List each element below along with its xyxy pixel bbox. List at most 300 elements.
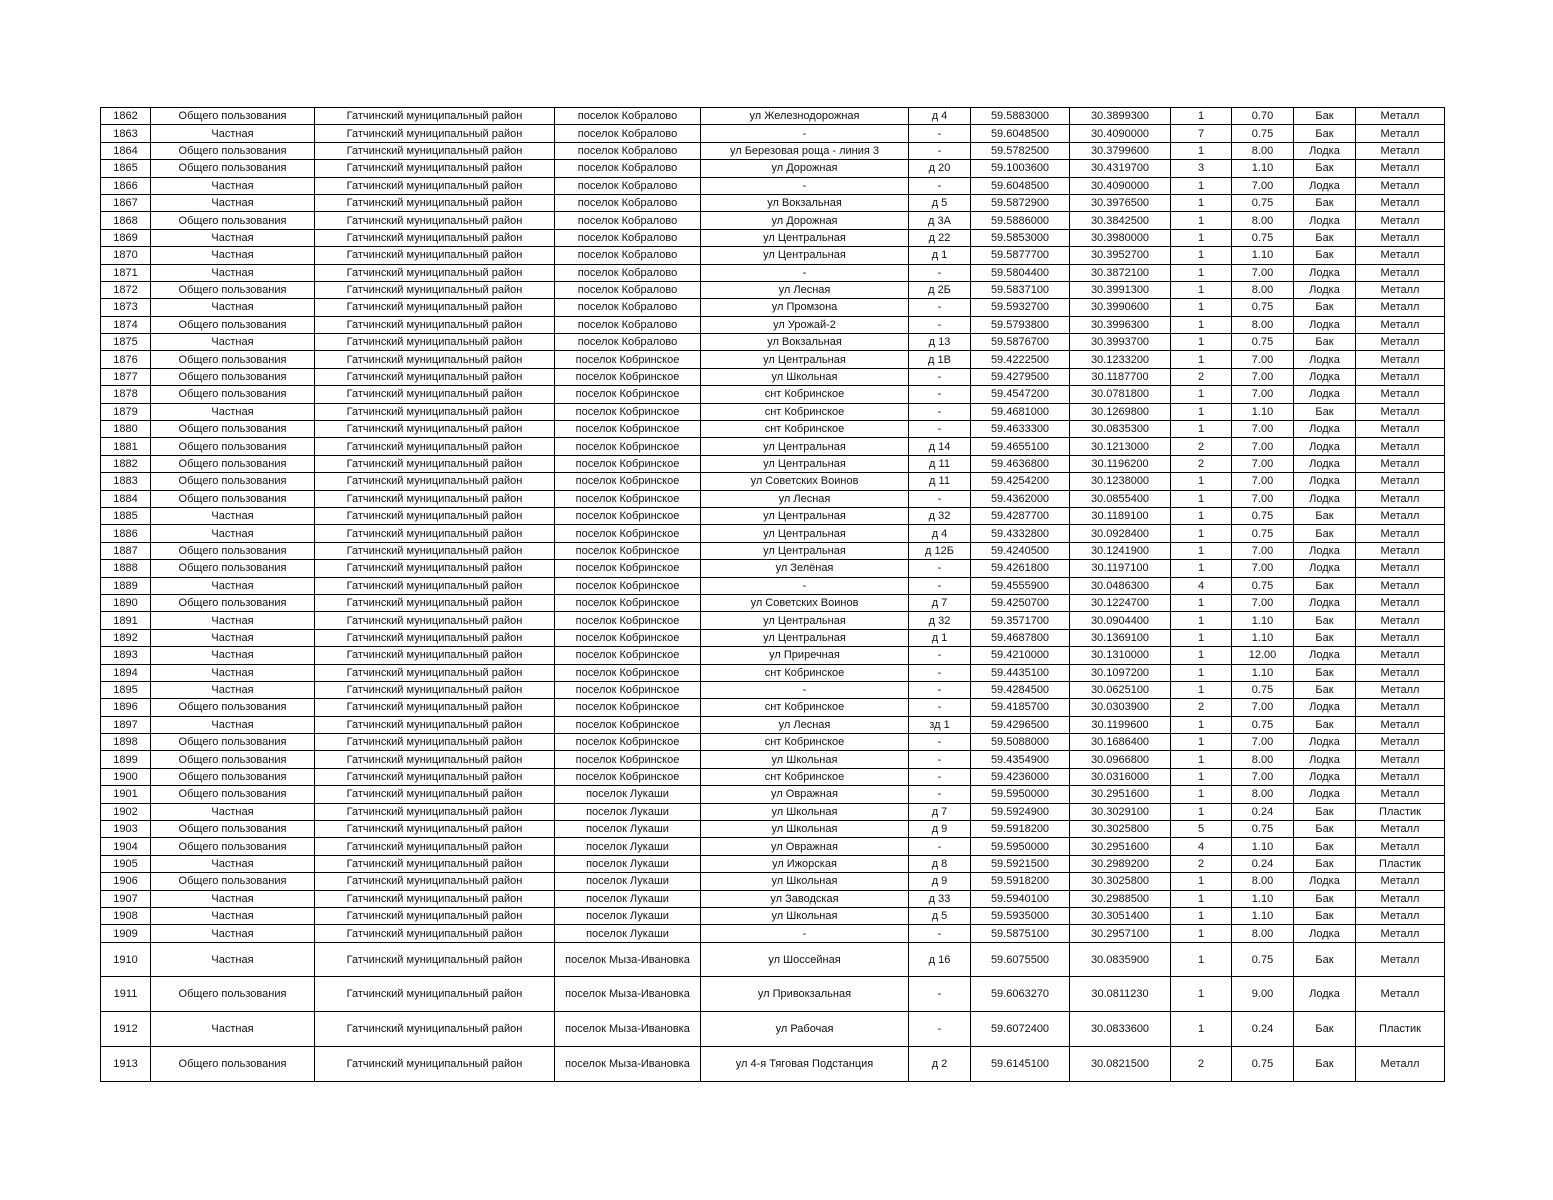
- table-row: [101, 734, 1445, 751]
- municipal-district-cell: Гатчинский муниципальный район: [315, 247, 555, 264]
- latitude-cell: 59.4636800: [971, 455, 1070, 472]
- settlement-cell: поселок Кобралово: [555, 281, 701, 298]
- latitude-cell: 59.5932700: [971, 299, 1070, 316]
- latitude-cell: 59.4633300: [971, 421, 1070, 438]
- container-type-cell: Бак: [1294, 299, 1356, 316]
- container-type-cell: Бак: [1294, 942, 1356, 977]
- municipal-district-cell: Гатчинский муниципальный район: [315, 212, 555, 229]
- house-number-cell: -: [909, 142, 971, 159]
- container-type-cell: Лодка: [1294, 786, 1356, 803]
- settlement-cell: поселок Кобринское: [555, 421, 701, 438]
- container-count-cell: 1: [1171, 177, 1232, 194]
- container-count-cell: 1: [1171, 560, 1232, 577]
- longitude-cell: 30.0486300: [1070, 577, 1171, 594]
- container-type-cell: Лодка: [1294, 142, 1356, 159]
- container-material-cell: Металл: [1356, 925, 1445, 942]
- container-count-cell: 7: [1171, 125, 1232, 142]
- latitude-cell: 59.6075500: [971, 942, 1070, 977]
- row-number-cell: 1873: [101, 299, 151, 316]
- container-volume-cell: 0.24: [1232, 855, 1294, 872]
- street-cell: -: [701, 681, 909, 698]
- row-number-cell: 1864: [101, 142, 151, 159]
- container-type-cell: Лодка: [1294, 281, 1356, 298]
- street-cell: ул Шоссейная: [701, 942, 909, 977]
- container-type-cell: Бак: [1294, 612, 1356, 629]
- container-type-cell: Лодка: [1294, 438, 1356, 455]
- container-volume-cell: 0.75: [1232, 299, 1294, 316]
- latitude-cell: 59.5950000: [971, 786, 1070, 803]
- container-volume-cell: 0.75: [1232, 507, 1294, 524]
- ownership-type-cell: Частная: [151, 681, 315, 698]
- container-material-cell: Металл: [1356, 108, 1445, 125]
- longitude-cell: 30.3025800: [1070, 821, 1171, 838]
- table-row: [101, 612, 1445, 629]
- container-material-cell: Металл: [1356, 368, 1445, 385]
- municipal-district-cell: Гатчинский муниципальный район: [315, 1046, 555, 1081]
- container-count-cell: 2: [1171, 368, 1232, 385]
- container-type-cell: Бак: [1294, 507, 1356, 524]
- latitude-cell: 59.5883000: [971, 108, 1070, 125]
- ownership-type-cell: Частная: [151, 264, 315, 281]
- container-volume-cell: 0.75: [1232, 229, 1294, 246]
- table-row: [101, 264, 1445, 281]
- ownership-type-cell: Частная: [151, 577, 315, 594]
- row-number-cell: 1882: [101, 455, 151, 472]
- longitude-cell: 30.1310000: [1070, 647, 1171, 664]
- street-cell: ул Ижорская: [701, 855, 909, 872]
- container-volume-cell: 7.00: [1232, 473, 1294, 490]
- row-number-cell: 1871: [101, 264, 151, 281]
- table-row: [101, 577, 1445, 594]
- municipal-district-cell: Гатчинский муниципальный район: [315, 716, 555, 733]
- settlement-cell: поселок Кобралово: [555, 125, 701, 142]
- container-type-cell: Лодка: [1294, 212, 1356, 229]
- municipal-district-cell: Гатчинский муниципальный район: [315, 681, 555, 698]
- row-number-cell: 1902: [101, 803, 151, 820]
- container-type-cell: Бак: [1294, 247, 1356, 264]
- longitude-cell: 30.3993700: [1070, 334, 1171, 351]
- container-count-cell: 1: [1171, 212, 1232, 229]
- street-cell: ул Лесная: [701, 281, 909, 298]
- container-type-cell: Лодка: [1294, 699, 1356, 716]
- street-cell: снт Кобринское: [701, 664, 909, 681]
- row-number-cell: 1912: [101, 1012, 151, 1047]
- container-type-cell: Лодка: [1294, 768, 1356, 785]
- container-count-cell: 1: [1171, 786, 1232, 803]
- container-type-cell: Бак: [1294, 855, 1356, 872]
- ownership-type-cell: Общего пользования: [151, 594, 315, 611]
- house-number-cell: -: [909, 316, 971, 333]
- container-volume-cell: 8.00: [1232, 142, 1294, 159]
- latitude-cell: 59.5804400: [971, 264, 1070, 281]
- container-volume-cell: 8.00: [1232, 316, 1294, 333]
- container-volume-cell: 1.10: [1232, 838, 1294, 855]
- container-count-cell: 1: [1171, 734, 1232, 751]
- street-cell: ул Вокзальная: [701, 334, 909, 351]
- table-row: [101, 160, 1445, 177]
- latitude-cell: 59.5853000: [971, 229, 1070, 246]
- longitude-cell: 30.1241900: [1070, 542, 1171, 559]
- house-number-cell: -: [909, 681, 971, 698]
- longitude-cell: 30.1213000: [1070, 438, 1171, 455]
- latitude-cell: 59.5876700: [971, 334, 1070, 351]
- latitude-cell: 59.5875100: [971, 925, 1070, 942]
- house-number-cell: -: [909, 577, 971, 594]
- container-count-cell: 1: [1171, 977, 1232, 1012]
- container-material-cell: Металл: [1356, 160, 1445, 177]
- latitude-cell: 59.4210000: [971, 647, 1070, 664]
- house-number-cell: д 4: [909, 108, 971, 125]
- street-cell: ул Привокзальная: [701, 977, 909, 1012]
- ownership-type-cell: Общего пользования: [151, 351, 315, 368]
- settlement-cell: поселок Лукаши: [555, 907, 701, 924]
- house-number-cell: -: [909, 1012, 971, 1047]
- settlement-cell: поселок Кобринское: [555, 751, 701, 768]
- street-cell: ул Школьная: [701, 907, 909, 924]
- container-count-cell: 1: [1171, 594, 1232, 611]
- container-material-cell: Металл: [1356, 560, 1445, 577]
- ownership-type-cell: Частная: [151, 716, 315, 733]
- container-material-cell: Металл: [1356, 942, 1445, 977]
- ownership-type-cell: Общего пользования: [151, 142, 315, 159]
- ownership-type-cell: Частная: [151, 1012, 315, 1047]
- municipal-district-cell: Гатчинский муниципальный район: [315, 542, 555, 559]
- settlement-cell: поселок Кобринское: [555, 490, 701, 507]
- settlement-cell: поселок Кобринское: [555, 629, 701, 646]
- container-material-cell: Металл: [1356, 699, 1445, 716]
- container-type-cell: Бак: [1294, 125, 1356, 142]
- table-row: [101, 368, 1445, 385]
- house-number-cell: д 9: [909, 873, 971, 890]
- container-count-cell: 2: [1171, 855, 1232, 872]
- latitude-cell: 59.4354900: [971, 751, 1070, 768]
- table-row: [101, 803, 1445, 820]
- latitude-cell: 59.5088000: [971, 734, 1070, 751]
- container-material-cell: Металл: [1356, 386, 1445, 403]
- container-volume-cell: 0.24: [1232, 1012, 1294, 1047]
- house-number-cell: -: [909, 734, 971, 751]
- container-count-cell: 2: [1171, 1046, 1232, 1081]
- row-number-cell: 1891: [101, 612, 151, 629]
- table-row: [101, 212, 1445, 229]
- container-material-cell: Металл: [1356, 664, 1445, 681]
- settlement-cell: поселок Кобринское: [555, 560, 701, 577]
- longitude-cell: 30.1197100: [1070, 560, 1171, 577]
- table-row: [101, 421, 1445, 438]
- table-row: [101, 455, 1445, 472]
- longitude-cell: 30.0781800: [1070, 386, 1171, 403]
- municipal-district-cell: Гатчинский муниципальный район: [315, 455, 555, 472]
- container-volume-cell: 0.75: [1232, 577, 1294, 594]
- longitude-cell: 30.1233200: [1070, 351, 1171, 368]
- street-cell: ул Лесная: [701, 490, 909, 507]
- longitude-cell: 30.3029100: [1070, 803, 1171, 820]
- house-number-cell: д 13: [909, 334, 971, 351]
- longitude-cell: 30.2989200: [1070, 855, 1171, 872]
- table-row: [101, 1046, 1445, 1081]
- container-material-cell: Металл: [1356, 525, 1445, 542]
- settlement-cell: поселок Кобринское: [555, 647, 701, 664]
- ownership-type-cell: Общего пользования: [151, 421, 315, 438]
- settlement-cell: поселок Кобринское: [555, 734, 701, 751]
- ownership-type-cell: Частная: [151, 125, 315, 142]
- house-number-cell: д 12Б: [909, 542, 971, 559]
- municipal-district-cell: Гатчинский муниципальный район: [315, 368, 555, 385]
- container-material-cell: Металл: [1356, 838, 1445, 855]
- container-material-cell: Металл: [1356, 334, 1445, 351]
- table-row: [101, 507, 1445, 524]
- municipal-district-cell: Гатчинский муниципальный район: [315, 108, 555, 125]
- house-number-cell: д 3А: [909, 212, 971, 229]
- container-volume-cell: 0.75: [1232, 125, 1294, 142]
- ownership-type-cell: Частная: [151, 629, 315, 646]
- municipal-district-cell: Гатчинский муниципальный район: [315, 786, 555, 803]
- municipal-district-cell: Гатчинский муниципальный район: [315, 525, 555, 542]
- container-type-cell: Лодка: [1294, 542, 1356, 559]
- container-type-cell: Бак: [1294, 577, 1356, 594]
- row-number-cell: 1870: [101, 247, 151, 264]
- house-number-cell: -: [909, 699, 971, 716]
- container-type-cell: Бак: [1294, 194, 1356, 211]
- municipal-district-cell: Гатчинский муниципальный район: [315, 594, 555, 611]
- ownership-type-cell: Частная: [151, 664, 315, 681]
- row-number-cell: 1878: [101, 386, 151, 403]
- street-cell: снт Кобринское: [701, 699, 909, 716]
- latitude-cell: 59.5924900: [971, 803, 1070, 820]
- longitude-cell: 30.1187700: [1070, 368, 1171, 385]
- container-volume-cell: 0.75: [1232, 194, 1294, 211]
- container-material-cell: Металл: [1356, 594, 1445, 611]
- longitude-cell: 30.1097200: [1070, 664, 1171, 681]
- container-type-cell: Бак: [1294, 1046, 1356, 1081]
- longitude-cell: 30.3872100: [1070, 264, 1171, 281]
- house-number-cell: -: [909, 664, 971, 681]
- longitude-cell: 30.1269800: [1070, 403, 1171, 420]
- container-type-cell: Лодка: [1294, 368, 1356, 385]
- row-number-cell: 1874: [101, 316, 151, 333]
- table-row: [101, 316, 1445, 333]
- house-number-cell: -: [909, 490, 971, 507]
- ownership-type-cell: Общего пользования: [151, 838, 315, 855]
- container-count-cell: 1: [1171, 751, 1232, 768]
- container-volume-cell: 1.10: [1232, 907, 1294, 924]
- ownership-type-cell: Частная: [151, 647, 315, 664]
- municipal-district-cell: Гатчинский муниципальный район: [315, 873, 555, 890]
- container-material-cell: Металл: [1356, 316, 1445, 333]
- container-volume-cell: 8.00: [1232, 925, 1294, 942]
- ownership-type-cell: Общего пользования: [151, 977, 315, 1012]
- table-row: [101, 281, 1445, 298]
- table-row: [101, 438, 1445, 455]
- house-number-cell: д 20: [909, 160, 971, 177]
- row-number-cell: 1863: [101, 125, 151, 142]
- house-number-cell: -: [909, 768, 971, 785]
- row-number-cell: 1887: [101, 542, 151, 559]
- longitude-cell: 30.4090000: [1070, 125, 1171, 142]
- table-row: [101, 716, 1445, 733]
- latitude-cell: 59.4681000: [971, 403, 1070, 420]
- house-number-cell: д 9: [909, 821, 971, 838]
- container-count-cell: 1: [1171, 229, 1232, 246]
- latitude-cell: 59.4279500: [971, 368, 1070, 385]
- latitude-cell: 59.4555900: [971, 577, 1070, 594]
- container-count-cell: 3: [1171, 160, 1232, 177]
- settlement-cell: поселок Лукаши: [555, 838, 701, 855]
- container-type-cell: Лодка: [1294, 873, 1356, 890]
- row-number-cell: 1909: [101, 925, 151, 942]
- latitude-cell: 59.6048500: [971, 177, 1070, 194]
- street-cell: ул Школьная: [701, 803, 909, 820]
- settlement-cell: поселок Лукаши: [555, 821, 701, 838]
- container-volume-cell: 0.75: [1232, 821, 1294, 838]
- house-number-cell: д 5: [909, 907, 971, 924]
- settlement-cell: поселок Кобринское: [555, 386, 701, 403]
- container-material-cell: Металл: [1356, 194, 1445, 211]
- street-cell: ул Центральная: [701, 438, 909, 455]
- municipal-district-cell: Гатчинский муниципальный район: [315, 838, 555, 855]
- container-material-cell: Металл: [1356, 977, 1445, 1012]
- ownership-type-cell: Общего пользования: [151, 751, 315, 768]
- container-material-cell: Металл: [1356, 281, 1445, 298]
- settlement-cell: поселок Лукаши: [555, 925, 701, 942]
- table-row: [101, 247, 1445, 264]
- container-count-cell: 1: [1171, 507, 1232, 524]
- table-row: [101, 125, 1445, 142]
- latitude-cell: 59.3571700: [971, 612, 1070, 629]
- row-number-cell: 1910: [101, 942, 151, 977]
- container-material-cell: Металл: [1356, 438, 1445, 455]
- container-volume-cell: 0.75: [1232, 681, 1294, 698]
- settlement-cell: поселок Кобринское: [555, 403, 701, 420]
- latitude-cell: 59.5940100: [971, 890, 1070, 907]
- settlement-cell: поселок Кобринское: [555, 542, 701, 559]
- longitude-cell: 30.0966800: [1070, 751, 1171, 768]
- municipal-district-cell: Гатчинский муниципальный район: [315, 229, 555, 246]
- container-volume-cell: 0.75: [1232, 1046, 1294, 1081]
- street-cell: ул Школьная: [701, 368, 909, 385]
- container-material-cell: Металл: [1356, 299, 1445, 316]
- municipal-district-cell: Гатчинский муниципальный район: [315, 299, 555, 316]
- settlement-cell: поселок Кобринское: [555, 351, 701, 368]
- ownership-type-cell: Общего пользования: [151, 734, 315, 751]
- table-row: [101, 525, 1445, 542]
- container-material-cell: Металл: [1356, 507, 1445, 524]
- street-cell: ул Зелёная: [701, 560, 909, 577]
- latitude-cell: 59.4284500: [971, 681, 1070, 698]
- ownership-type-cell: Общего пользования: [151, 699, 315, 716]
- latitude-cell: 59.5872900: [971, 194, 1070, 211]
- ownership-type-cell: Общего пользования: [151, 1046, 315, 1081]
- longitude-cell: 30.3899300: [1070, 108, 1171, 125]
- street-cell: ул Центральная: [701, 612, 909, 629]
- latitude-cell: 59.4185700: [971, 699, 1070, 716]
- municipal-district-cell: Гатчинский муниципальный район: [315, 560, 555, 577]
- container-material-cell: Металл: [1356, 403, 1445, 420]
- house-number-cell: -: [909, 403, 971, 420]
- container-type-cell: Бак: [1294, 803, 1356, 820]
- row-number-cell: 1879: [101, 403, 151, 420]
- ownership-type-cell: Общего пользования: [151, 438, 315, 455]
- container-material-cell: Металл: [1356, 142, 1445, 159]
- row-number-cell: 1875: [101, 334, 151, 351]
- ownership-type-cell: Общего пользования: [151, 212, 315, 229]
- ownership-type-cell: Частная: [151, 907, 315, 924]
- container-material-cell: Металл: [1356, 647, 1445, 664]
- street-cell: ул Школьная: [701, 751, 909, 768]
- latitude-cell: 59.6072400: [971, 1012, 1070, 1047]
- municipal-district-cell: Гатчинский муниципальный район: [315, 194, 555, 211]
- container-type-cell: Бак: [1294, 525, 1356, 542]
- container-count-cell: 1: [1171, 647, 1232, 664]
- municipal-district-cell: Гатчинский муниципальный район: [315, 507, 555, 524]
- municipal-district-cell: Гатчинский муниципальный район: [315, 664, 555, 681]
- latitude-cell: 59.6063270: [971, 977, 1070, 1012]
- table-row: [101, 490, 1445, 507]
- longitude-cell: 30.3996300: [1070, 316, 1171, 333]
- longitude-cell: 30.0835900: [1070, 942, 1171, 977]
- container-material-cell: Металл: [1356, 821, 1445, 838]
- municipal-district-cell: Гатчинский муниципальный район: [315, 160, 555, 177]
- container-volume-cell: 1.10: [1232, 664, 1294, 681]
- container-sites-table: [100, 107, 1445, 1082]
- container-volume-cell: 0.75: [1232, 525, 1294, 542]
- house-number-cell: д 32: [909, 612, 971, 629]
- ownership-type-cell: Частная: [151, 803, 315, 820]
- ownership-type-cell: Общего пользования: [151, 821, 315, 838]
- house-number-cell: д 22: [909, 229, 971, 246]
- row-number-cell: 1907: [101, 890, 151, 907]
- settlement-cell: поселок Кобринское: [555, 768, 701, 785]
- latitude-cell: 59.5837100: [971, 281, 1070, 298]
- settlement-cell: поселок Кобринское: [555, 368, 701, 385]
- house-number-cell: д 2Б: [909, 281, 971, 298]
- street-cell: ул Овражная: [701, 838, 909, 855]
- longitude-cell: 30.2951600: [1070, 838, 1171, 855]
- container-material-cell: Металл: [1356, 264, 1445, 281]
- settlement-cell: поселок Мыза-Ивановка: [555, 977, 701, 1012]
- container-count-cell: 1: [1171, 386, 1232, 403]
- ownership-type-cell: Общего пользования: [151, 542, 315, 559]
- container-type-cell: Лодка: [1294, 560, 1356, 577]
- street-cell: ул Березовая роща - линия 3: [701, 142, 909, 159]
- latitude-cell: 59.5950000: [971, 838, 1070, 855]
- container-type-cell: Бак: [1294, 229, 1356, 246]
- container-count-cell: 1: [1171, 907, 1232, 924]
- table-row: [101, 473, 1445, 490]
- container-volume-cell: 1.10: [1232, 403, 1294, 420]
- ownership-type-cell: Общего пользования: [151, 108, 315, 125]
- container-volume-cell: 8.00: [1232, 281, 1294, 298]
- row-number-cell: 1881: [101, 438, 151, 455]
- house-number-cell: -: [909, 786, 971, 803]
- house-number-cell: д 2: [909, 1046, 971, 1081]
- container-volume-cell: 0.75: [1232, 716, 1294, 733]
- house-number-cell: -: [909, 386, 971, 403]
- municipal-district-cell: Гатчинский муниципальный район: [315, 403, 555, 420]
- ownership-type-cell: Общего пользования: [151, 490, 315, 507]
- longitude-cell: 30.1196200: [1070, 455, 1171, 472]
- container-type-cell: Лодка: [1294, 421, 1356, 438]
- ownership-type-cell: Частная: [151, 229, 315, 246]
- street-cell: -: [701, 177, 909, 194]
- table-row: [101, 873, 1445, 890]
- table-row: [101, 751, 1445, 768]
- row-number-cell: 1889: [101, 577, 151, 594]
- container-type-cell: Бак: [1294, 629, 1356, 646]
- house-number-cell: -: [909, 421, 971, 438]
- container-count-cell: 1: [1171, 281, 1232, 298]
- settlement-cell: поселок Лукаши: [555, 890, 701, 907]
